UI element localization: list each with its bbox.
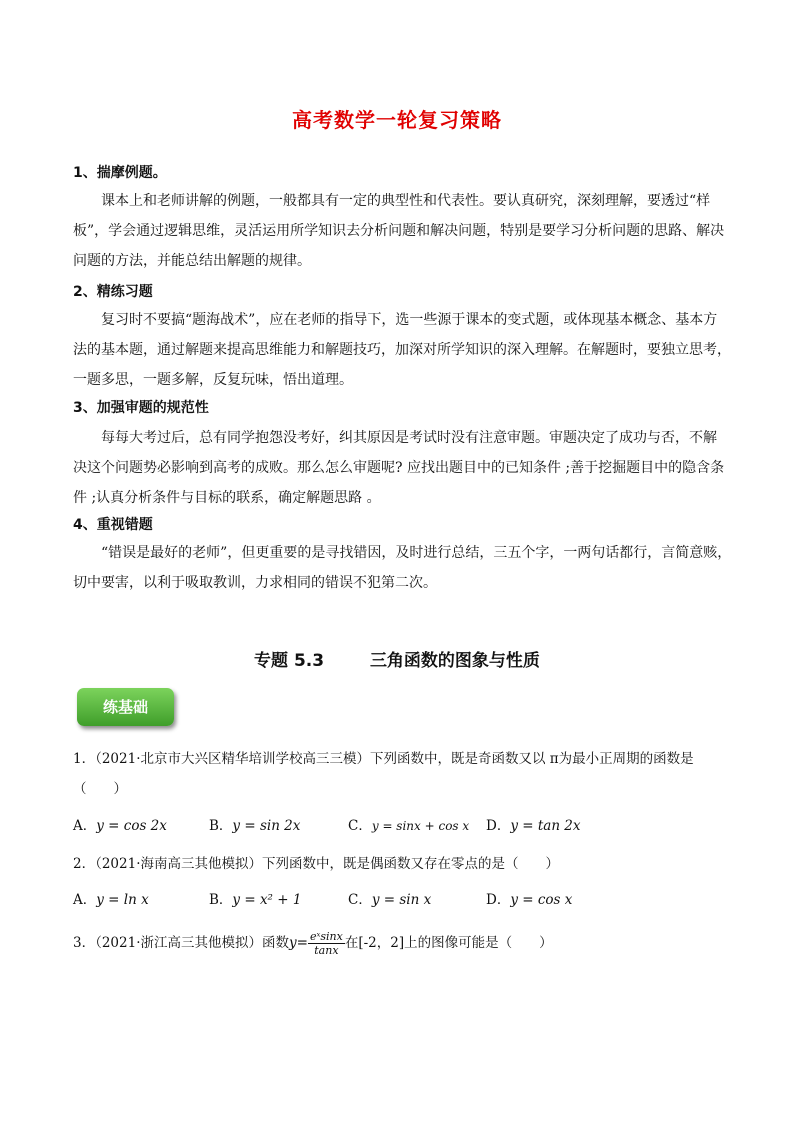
question-2-option-c xyxy=(348,888,431,908)
question-1-option-b xyxy=(209,814,300,834)
section-1-line-2: 板”，学会通过逻辑思维，灵活运用所学知识去分析问题和解决问题，特别是要学习分析问题的思路、解决 xyxy=(73,223,725,239)
topic-number: 专题 5.3 xyxy=(254,651,325,671)
section-body-4 xyxy=(73,538,731,598)
section-2-line-2: 法的基本题，通过解题来提高思维能力和解题技巧，加深对所学知识的深入理解。在解题时，要独立思考， xyxy=(73,342,731,358)
question-3-fraction xyxy=(308,930,345,957)
section-heading-3: 3、加强审题的规范性 xyxy=(73,400,209,416)
question-1-blank: （ ） xyxy=(73,781,127,797)
section-3-line-2: 决这个问题势必影响到高考的成败。那么怎么审题呢? 应找出题目中的已知条件 ;善于挖掘题目中的隐含条 xyxy=(73,460,725,476)
option-label: B． xyxy=(209,818,233,834)
option-expression: y = cos 2x xyxy=(96,818,167,834)
section-heading-1: 1、揣摩例题。 xyxy=(73,165,167,181)
section-1-line-1: 课本上和老师讲解的例题，一般都具有一定的典型性和代表性。要认真研究，深刻理解，要透过“样 xyxy=(101,193,711,209)
question-2-option-b xyxy=(209,888,301,908)
section-body-1 xyxy=(73,186,724,276)
option-label: C． xyxy=(348,818,372,834)
option-label: D． xyxy=(486,892,511,908)
question-1-stem: 1．（2021·北京市大兴区精华培训学校高三三模）下列函数中，既是奇函数又以 π为最小正周期的函数是 xyxy=(73,751,694,767)
section-body-3 xyxy=(73,423,724,513)
option-label: B． xyxy=(209,892,233,908)
question-3-y: y= xyxy=(289,935,308,951)
page-title: 高考数学一轮复习策略 xyxy=(292,108,502,132)
option-expression: y = x² + 1 xyxy=(232,892,302,908)
option-expression: y = ln x xyxy=(96,892,149,908)
question-2-option-a xyxy=(73,888,149,908)
section-2-line-1: 复习时不要搞“题海战术”，应在老师的指导下，选一些源于课本的变式题，或体现基本概念、基本方 xyxy=(101,312,718,328)
topic-heading xyxy=(0,646,794,671)
question-3-prefix: 3．（2021·浙江高三其他模拟）函数 xyxy=(73,935,289,951)
question-3-suffix: 在[-2，2]上的图像可能是（ ） xyxy=(344,935,553,951)
option-label: A． xyxy=(73,818,97,834)
section-1-line-3: 问题的方法，并能总结出解题的规律。 xyxy=(73,253,311,269)
question-3-stem xyxy=(73,930,553,957)
practice-basics-button[interactable]: 练基础 xyxy=(77,688,174,726)
question-1-option-a xyxy=(73,814,167,834)
question-1-option-d xyxy=(486,814,581,834)
fraction-denominator: tanx xyxy=(314,944,339,957)
question-1-option-c xyxy=(348,814,469,834)
section-2-line-3: 一题多思，一题多解，反复玩味，悟出道理。 xyxy=(73,372,353,388)
option-expression: y = tan 2x xyxy=(510,818,581,834)
section-4-line-2: 切中要害，以利于吸取教训，力求相同的错误不犯第二次。 xyxy=(73,575,437,591)
option-expression: y = sin x xyxy=(371,892,432,908)
section-3-line-3: 件 ;认真分析条件与目标的联系，确定解题思路 。 xyxy=(73,490,381,506)
fraction-numerator: eˣsinx xyxy=(309,930,343,943)
option-label: C． xyxy=(348,892,372,908)
section-body-2 xyxy=(73,305,731,395)
section-3-line-1: 每每大考过后，总有同学抱怨没考好，纠其原因是考试时没有注意审题。审题决定了成功与否，不解 xyxy=(101,430,717,446)
option-label: A． xyxy=(73,892,97,908)
option-expression: y = cos x xyxy=(510,892,573,908)
question-2-option-d xyxy=(486,888,572,908)
topic-name: 三角函数的图象与性质 xyxy=(369,651,540,671)
section-heading-4: 4、重视错题 xyxy=(73,517,153,533)
section-heading-2: 2、精练习题 xyxy=(73,284,153,300)
option-expression: y = sinx + cos x xyxy=(371,819,470,833)
question-2-stem: 2．（2021·海南高三其他模拟）下列函数中，既是偶函数又存在零点的是（ ） xyxy=(73,856,559,872)
option-label: D． xyxy=(486,818,511,834)
section-4-line-1: “错误是最好的老师”，但更重要的是寻找错因，及时进行总结，三五个字，一两句话都行，言简意赅， xyxy=(101,545,732,561)
option-expression: y = sin 2x xyxy=(232,818,301,834)
